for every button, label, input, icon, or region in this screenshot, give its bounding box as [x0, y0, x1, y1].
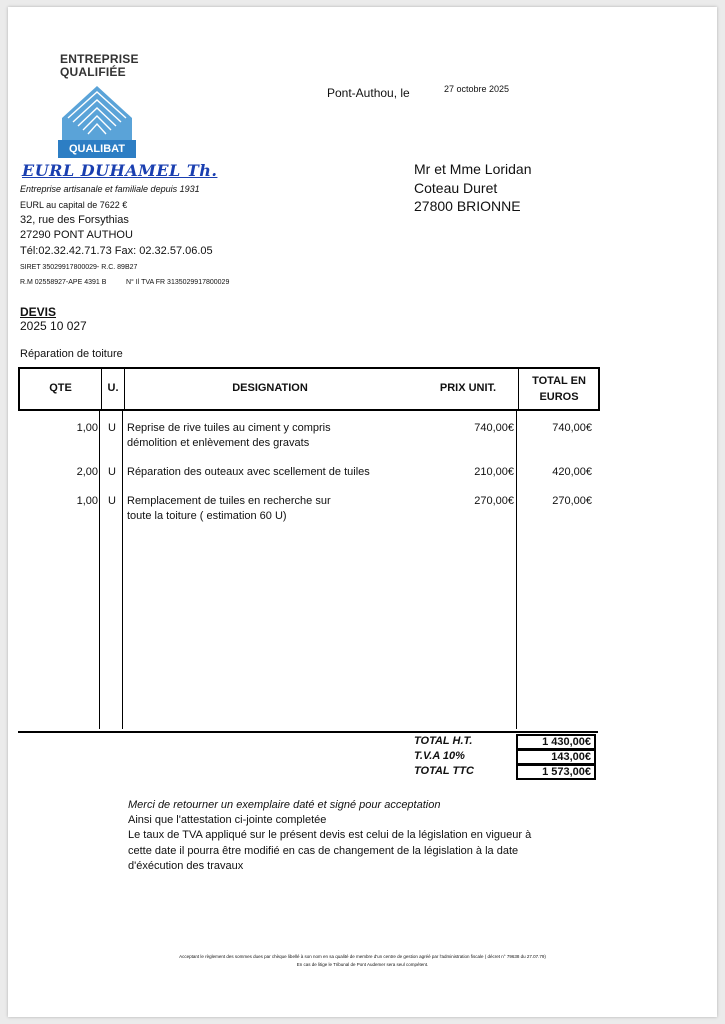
client-city: 27800 BRIONNE — [414, 198, 521, 214]
document-page — [8, 7, 717, 1017]
row-unit: U — [108, 495, 116, 507]
company-name: EURL DUHAMEL Th. — [22, 161, 218, 180]
date: 27 octobre 2025 — [444, 84, 510, 94]
client-street: Coteau Duret — [414, 180, 498, 196]
row-qty: 1,00 — [76, 422, 98, 434]
row-price: 270,00€ — [474, 495, 514, 507]
client-name: Mr et Mme Loridan — [414, 161, 532, 177]
note-tva-2: cette date il pourra être modifié en cas de changement de la législation à la date — [128, 845, 519, 857]
col-total: TOTAL EN EUROS — [532, 375, 586, 403]
row-qty: 1,00 — [76, 495, 98, 507]
company-street: 32, rue des Forsythias — [20, 214, 129, 226]
col-qte: QTE — [49, 382, 72, 394]
row-desc-line1: Réparation des outeaux avec scellement de tuiles — [127, 466, 370, 478]
tva-label: T.V.A 10% — [414, 750, 465, 762]
company-capital: EURL au capital de 7622 € — [20, 200, 128, 210]
company-tagline: Entreprise artisanale et familiale depuis 1931 — [20, 184, 200, 194]
company-city: 27290 PONT AUTHOU — [20, 229, 133, 241]
col-designation: DESIGNATION — [232, 382, 308, 394]
company-phone: Tél:02.32.42.71.73 Fax: 02.32.57.06.05 — [20, 245, 213, 257]
logo-badge-text: QUALIBAT — [68, 143, 125, 155]
devis-number: 2025 10 027 — [20, 319, 87, 333]
tva-value: 143,00€ — [516, 749, 596, 765]
row-total: 740,00€ — [552, 422, 592, 434]
company-rm: R.M 02558927-APE 4391 B — [20, 279, 107, 286]
devis-subject: Réparation de toiture — [20, 348, 123, 360]
footer-line-1: Acceptant le règlement des sommes dues par chèque libellé à son nom en sa qualité de membre d'un centre de gestion agréé par l'administration fiscale ( décret n° 79638 du 27.07.79) — [179, 954, 546, 959]
row-desc-line2: toute la toiture ( estimation 60 U) — [127, 510, 287, 522]
total-ht-value: 1 430,00€ — [516, 734, 596, 750]
row-price: 210,00€ — [474, 466, 514, 478]
col-unit: U. — [107, 382, 119, 394]
total-ttc-value: 1 573,00€ — [516, 764, 596, 780]
row-unit: U — [108, 466, 116, 478]
row-qty: 2,00 — [76, 466, 98, 478]
total-ttc-label: TOTAL TTC — [414, 765, 474, 777]
row-desc-line1: Remplacement de tuiles en recherche sur — [127, 495, 331, 507]
total-ht-label: TOTAL H.T. — [414, 735, 473, 747]
table-header — [18, 367, 600, 411]
qualibat-logo — [58, 80, 136, 158]
place: Pont-Authou, le — [327, 86, 410, 100]
col-prix: PRIX UNIT. — [439, 382, 497, 394]
row-desc-line1: Reprise de rive tuiles au ciment y compris — [127, 422, 331, 434]
footer-line-2: En cas de litige le Tribunal de Pont Audemer sera seul compétent. — [296, 962, 429, 967]
company-tva: N° Il TVA FR 3135029917800029 — [126, 279, 230, 286]
table-bottom-rule — [18, 731, 598, 733]
row-total: 270,00€ — [552, 495, 592, 507]
logo-line-1: ENTREPRISE — [60, 52, 139, 66]
note-acceptance: Merci de retourner un exemplaire daté et signé pour acceptation — [128, 799, 441, 811]
devis-title: DEVIS — [20, 305, 57, 319]
row-price: 740,00€ — [474, 422, 514, 434]
note-tva-3: d'éxécution des travaux — [128, 860, 244, 872]
note-tva-1: Le taux de TVA appliqué sur le présent devis est celui de la législation en vigueur à — [128, 829, 532, 841]
row-unit: U — [108, 422, 116, 434]
row-desc-line2: démolition et enlèvement des gravats — [127, 437, 310, 449]
note-attestation: Ainsi que l'attestation ci-jointe completée — [128, 814, 327, 826]
logo-line-2: QUALIFIÉE — [60, 65, 126, 79]
company-siret: SIRET 35029917800029- R.C. 89B27 — [20, 264, 138, 271]
row-total: 420,00€ — [552, 466, 592, 478]
